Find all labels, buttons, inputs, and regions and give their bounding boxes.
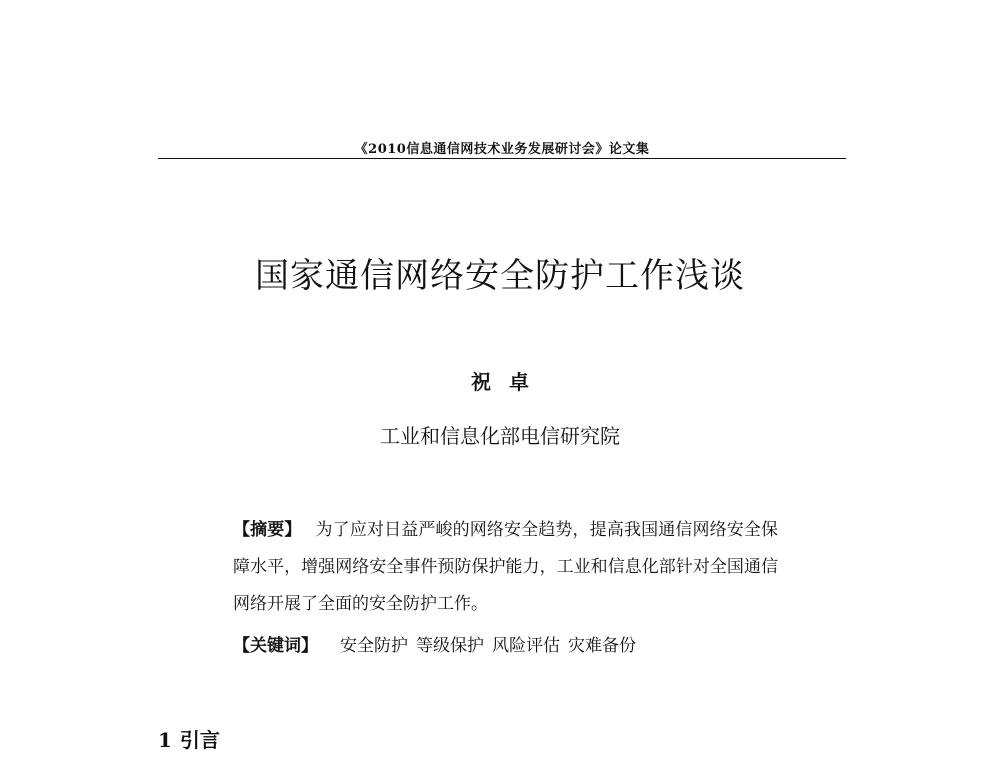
section-title: 引言 [179,728,220,752]
section-number: 1 [158,728,172,752]
keyword-item: 风险评估 [492,636,560,656]
section-heading [158,726,220,754]
author-name: 祝卓 [471,370,547,394]
abstract-text: 为了应对日益严峻的网络安全趋势，提高我国通信网络安全保障水平，增强网络安全事件预防保护能力，工业和信息化部针对全国通信网络开展了全面的安全防护工作。 [233,520,779,614]
keywords-label: 【关键词】 [233,636,318,656]
abstract-label: 【摘要】 [233,520,302,540]
keywords [233,632,793,660]
keyword-item: 等级保护 [416,636,484,656]
paper-title: 国家通信网络安全防护工作浅谈 [255,256,745,296]
running-header: 《2010信息通信网技术业务发展研讨会》论文集 [354,142,650,157]
keyword-item: 安全防护 [340,636,408,656]
header-rule [158,158,846,159]
keyword-item: 灾难备份 [568,636,636,656]
abstract [233,512,778,623]
author-affiliation: 工业和信息化部电信研究院 [380,424,620,448]
